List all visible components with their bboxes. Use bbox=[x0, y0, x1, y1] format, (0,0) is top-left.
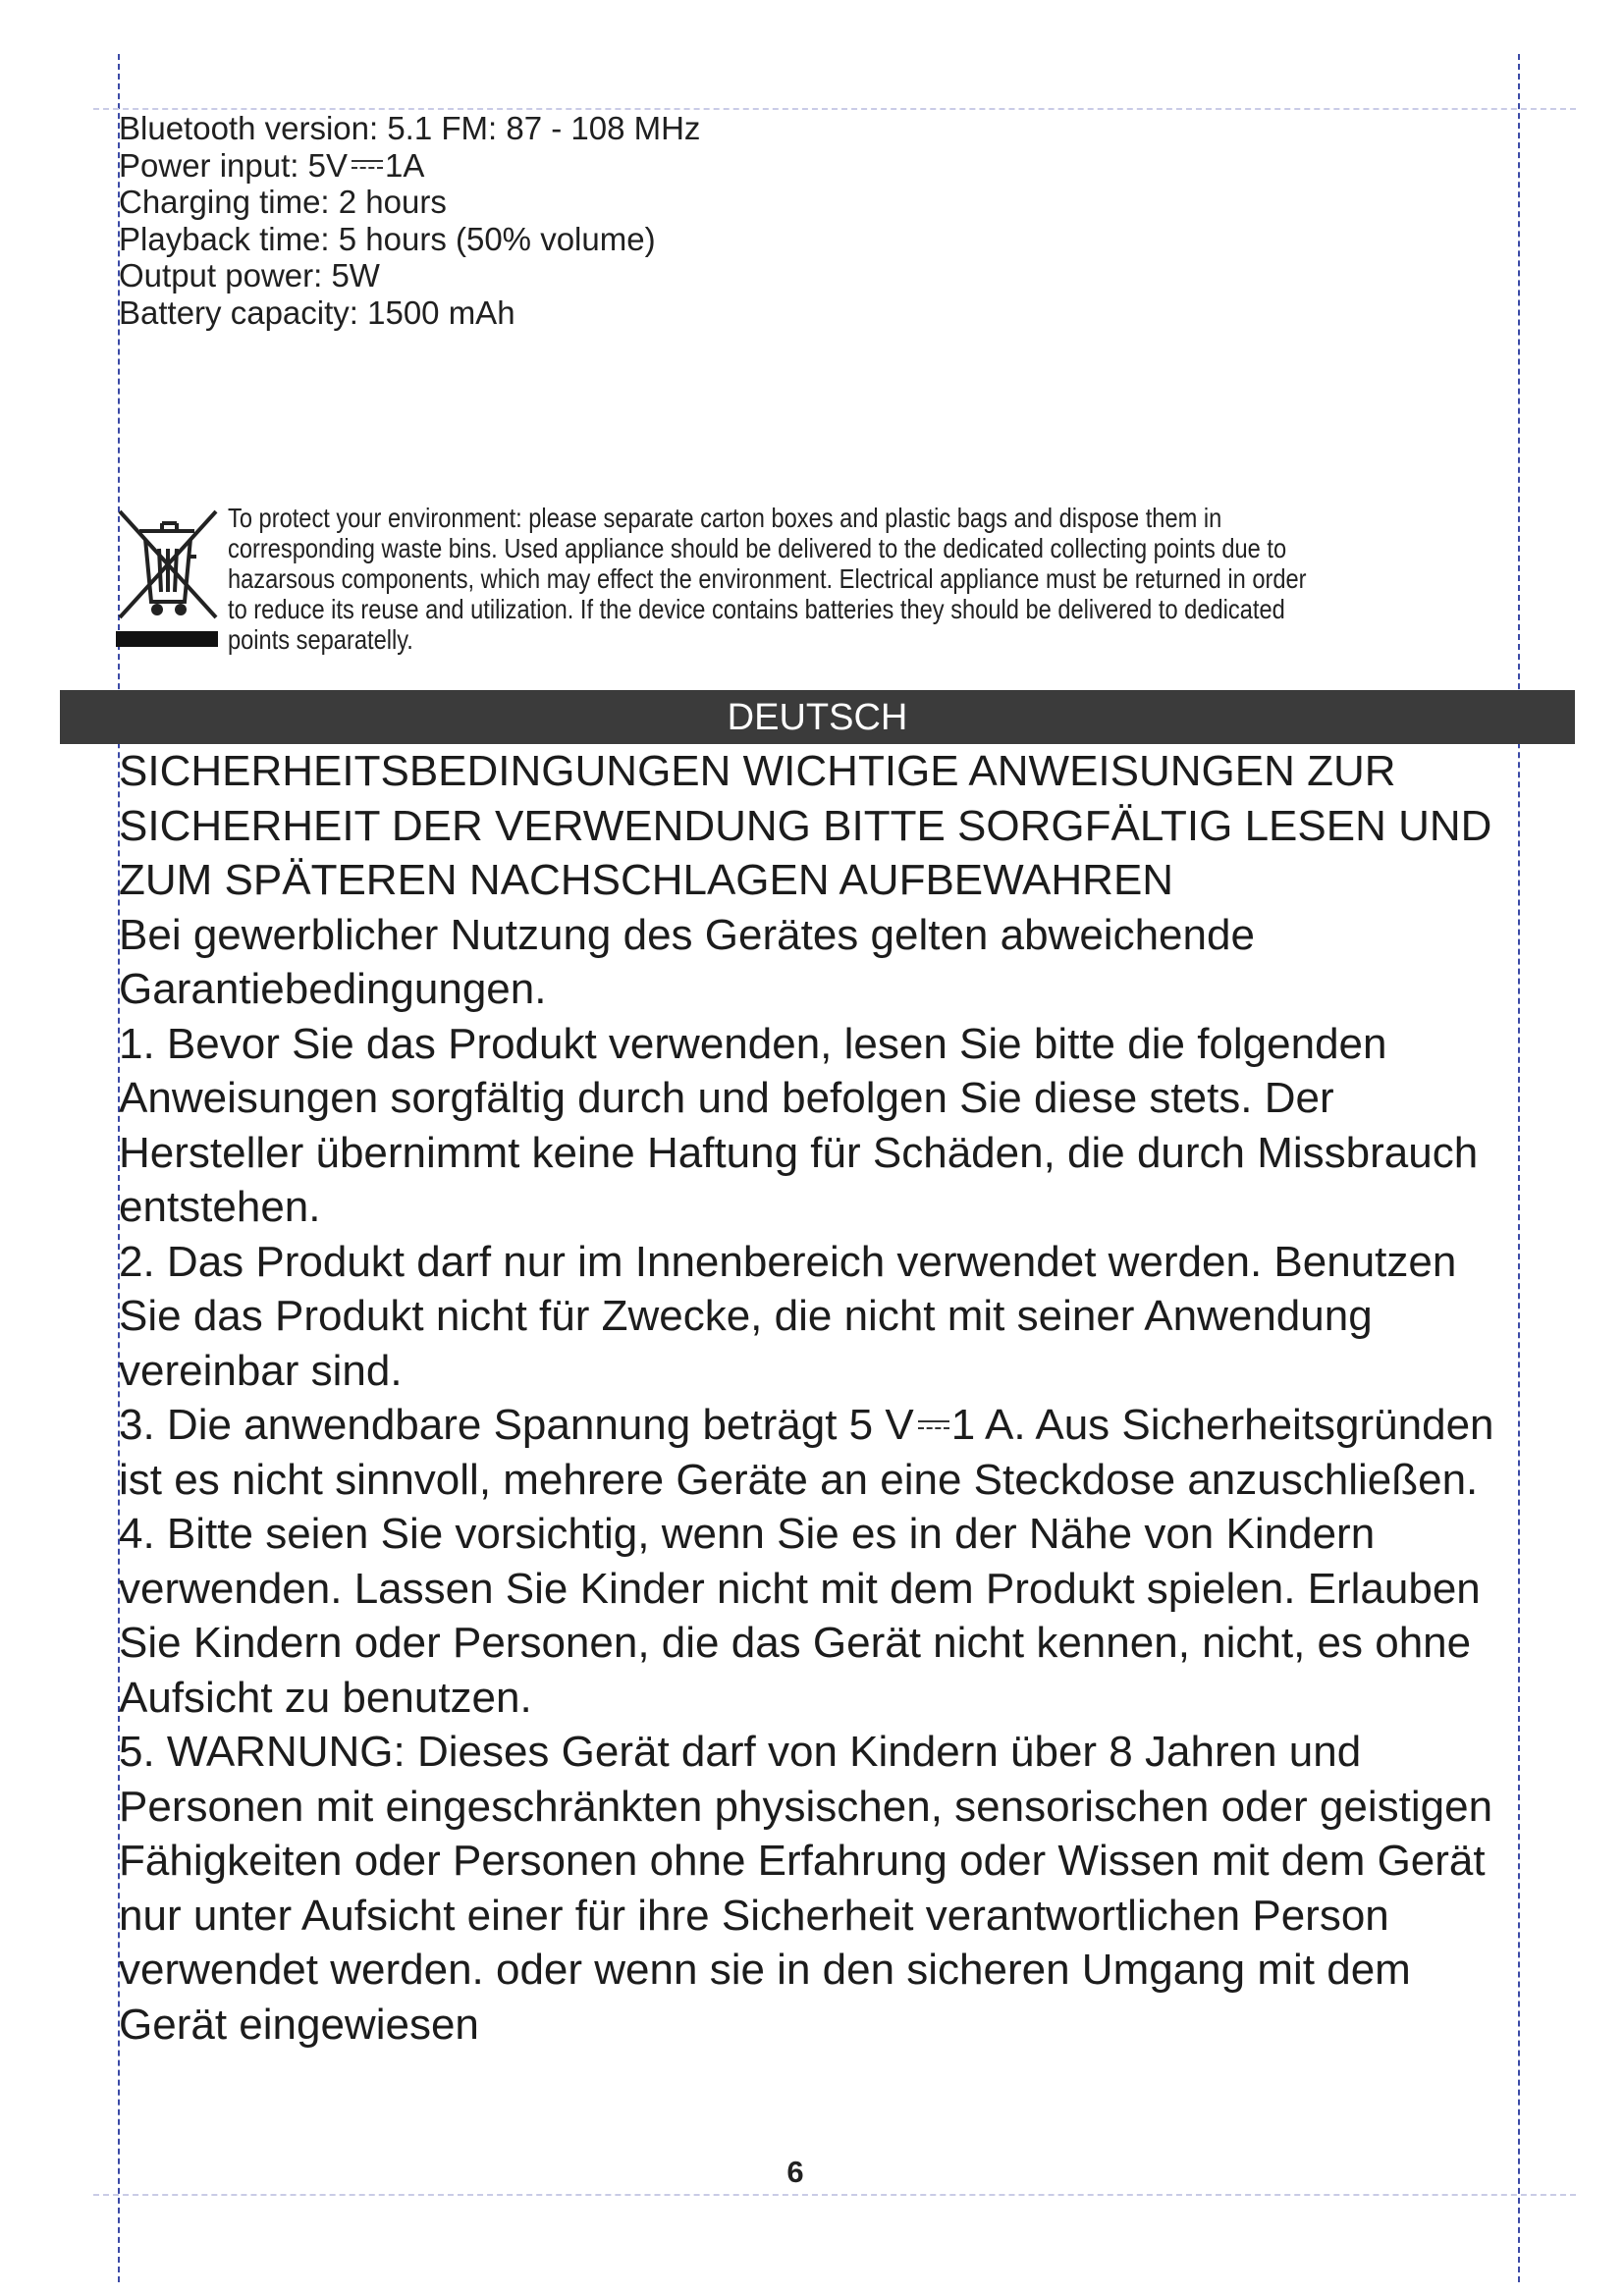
bottom-crop-guide bbox=[93, 2194, 1576, 2196]
item-3-voltage-text: 3. Die anwendbare Spannung beträgt 5 V bbox=[119, 1401, 914, 1449]
crossed-out-wheelie-bin-icon bbox=[116, 506, 220, 649]
direct-current-symbol-icon bbox=[352, 158, 383, 172]
instruction-item-1: 1. Bevor Sie das Produkt verwenden, lesen Sie bitte die folgenden Anweisungen sorgfältig durch und befolgen Sie diese stets. Der Hersteller übernimmt keine Haftung für Schäden, die durch Missbrauch entstehen. bbox=[119, 1019, 1479, 1231]
right-crop-guide bbox=[1518, 54, 1520, 2282]
instruction-item-5: 5. WARNUNG: Dieses Gerät darf von Kindern über 8 Jahren und Personen mit eingeschränkten physischen, sensorischen oder geistigen Fähigkeiten oder Personen ohne Erfahrung oder Wissen mit dem Gerät nur unter Aufsicht einer für ihre Sicherheit verantwortlichen Person verwendet werden. oder wenn sie in den sicheren Umgang mit dem Gerät eingewiesen bbox=[119, 1728, 1493, 2049]
spec-battery-capacity: Battery capacity: 1500 mAh bbox=[119, 294, 515, 331]
spec-bluetooth: Bluetooth version: 5.1 FM: 87 - 108 MHz bbox=[119, 110, 701, 146]
specifications-list bbox=[119, 110, 700, 331]
instruction-item-3 bbox=[119, 1398, 1513, 1507]
spec-output-power: Output power: 5W bbox=[119, 257, 380, 294]
spec-power-input bbox=[119, 147, 700, 185]
power-input-value: 1A bbox=[384, 146, 425, 184]
item-3-remainder: 1 A. Aus Sicherheitsgründen ist es nicht sinnvoll, mehrere Geräte an eine Steckdose anzuschließen. bbox=[119, 1401, 1494, 1504]
language-header: DEUTSCH bbox=[60, 690, 1575, 744]
safety-heading: SICHERHEITSBEDINGUNGEN WICHTIGE ANWEISUNGEN ZUR SICHERHEIT DER VERWENDUNG BITTE SORGFÄLTIG LESEN UND ZUM SPÄTEREN NACHSCHLAGEN AUFBEWAHREN bbox=[119, 747, 1492, 904]
safety-instructions bbox=[119, 744, 1513, 2052]
direct-current-symbol-icon bbox=[918, 1418, 949, 1432]
warranty-note: Bei gewerblicher Nutzung des Gerätes gelten abweichende Garantiebedingungen. bbox=[119, 910, 1255, 1013]
spec-playback-time: Playback time: 5 hours (50% volume) bbox=[119, 220, 656, 257]
instruction-item-4: 4. Bitte seien Sie vorsichtig, wenn Sie es in der Nähe von Kindern verwenden. Lassen Sie Kinder nicht mit dem Produkt spielen. Erlauben Sie Kindern oder Personen, die das Gerät nicht kennen, nicht, es ohne Aufsicht zu benutzen. bbox=[119, 1510, 1481, 1722]
page-number: 6 bbox=[786, 2155, 804, 2189]
instruction-item-2: 2. Das Produkt darf nur im Innenbereich verwendet werden. Benutzen Sie das Produkt nicht für Zwecke, die nicht mit seiner Anwendung vereinbar sind. bbox=[119, 1237, 1457, 1395]
spec-charging-time: Charging time: 2 hours bbox=[119, 184, 447, 220]
power-input-label: Power input: 5V bbox=[119, 146, 348, 184]
environment-notice: To protect your environment: please separate carton boxes and plastic bags and dispose them in corresponding waste bins. Used appliance should be delivered to the dedicated collecting points due to hazarsous components, which may effect the environment. Electrical appliance must be returned in order to reduce its reuse and utilization. If the device contains batteries they should be delivered to dedicated points separatelly. bbox=[228, 503, 1307, 655]
